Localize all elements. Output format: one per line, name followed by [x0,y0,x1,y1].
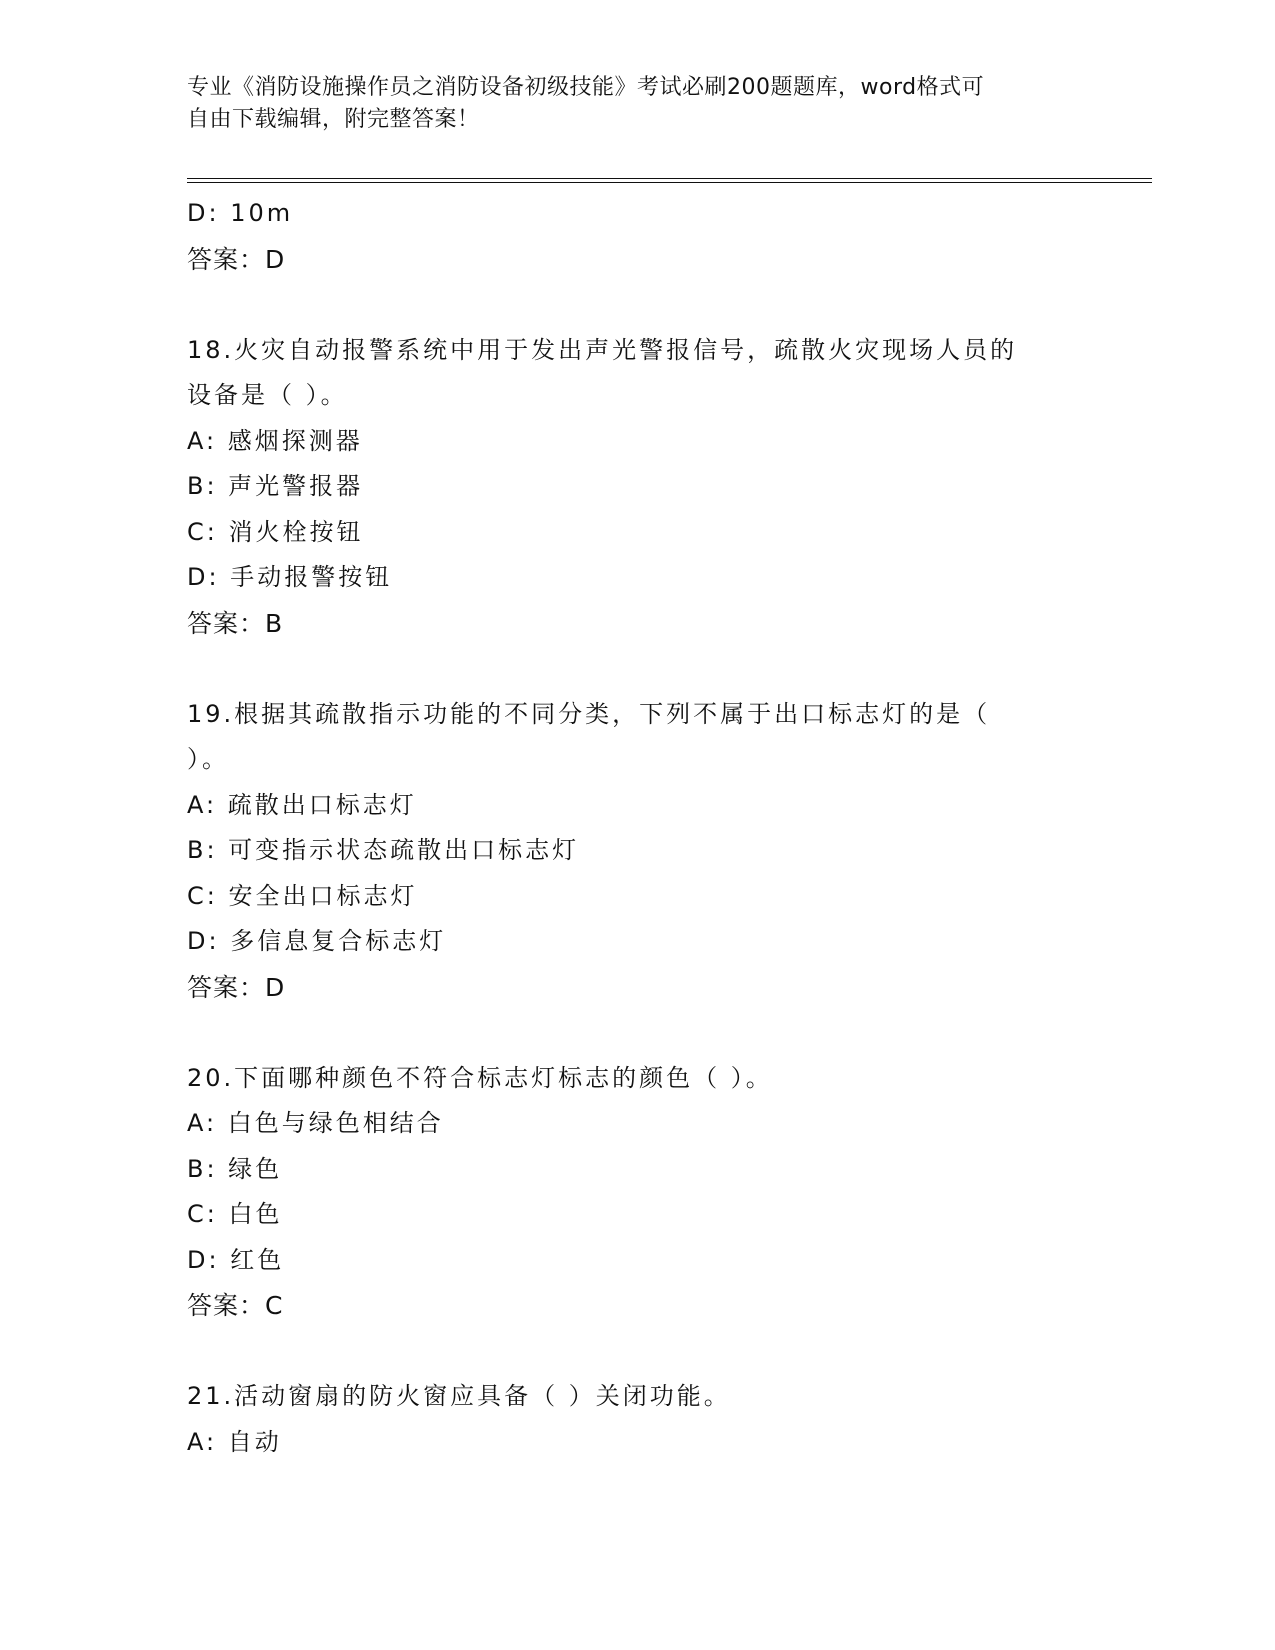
option-d: D: 多信息复合标志灯 [187,927,447,955]
question-20 [187,1056,1087,1329]
option-b: B: 绿色 [187,1154,283,1183]
answer-line: 答案：C [187,1291,284,1320]
question-17-tail [187,191,1087,282]
question-21 [187,1374,1087,1465]
option-a: A: 感烟探测器 [187,426,363,455]
header-line-2: 自由下载编辑，附完整答案！ [187,107,480,132]
option-c: C: 消火栓按钮 [187,517,364,546]
option-d: D: 10m [187,199,294,227]
option-a: A: 自动 [187,1427,282,1456]
answer-line: 答案：D [187,244,286,274]
question-list [187,191,1087,1465]
option-b: B: 可变指示状态疏散出口标志灯 [187,836,580,864]
option-b: B: 声光警报器 [187,472,364,500]
question-stem-line-1: 18.火灾自动报警系统中用于发出声光警报信号，疏散火灾现场人员的 [187,335,1018,364]
question-stem-line-1: 19.根据其疏散指示功能的不同分类，下列不属于出口标志灯的是（ [187,699,991,728]
question-stem-line-1: 21.活动窗扇的防火窗应具备（ ）关闭功能。 [187,1382,731,1410]
header-rule-top [187,178,1152,179]
spacer [187,646,1087,692]
header-line-1: 专业《消防设施操作员之消防设备初级技能》考试必刷200题题库，word格式可 [187,75,985,100]
option-c: C: 安全出口标志灯 [187,881,418,910]
option-a: A: 白色与绿色相结合 [187,1109,444,1137]
spacer [187,1329,1087,1375]
answer-line: 答案：B [187,608,284,638]
option-a: A: 疏散出口标志灯 [187,790,417,819]
option-d: D: 手动报警按钮 [187,563,393,591]
question-18 [187,328,1087,647]
option-c: C: 白色 [187,1200,283,1228]
spacer [187,1010,1087,1056]
question-19 [187,692,1087,1011]
question-stem-line-1: 20.下面哪种颜色不符合标志灯标志的颜色（ ）。 [187,1063,773,1092]
header-rule-bottom [187,182,1152,183]
option-d: D: 红色 [187,1245,285,1274]
document-header [187,72,1067,136]
spacer [187,282,1087,328]
question-stem-line-2: ）。 [187,745,229,773]
answer-line: 答案：D [187,972,286,1002]
question-stem-line-2: 设备是（ ）。 [187,381,348,409]
